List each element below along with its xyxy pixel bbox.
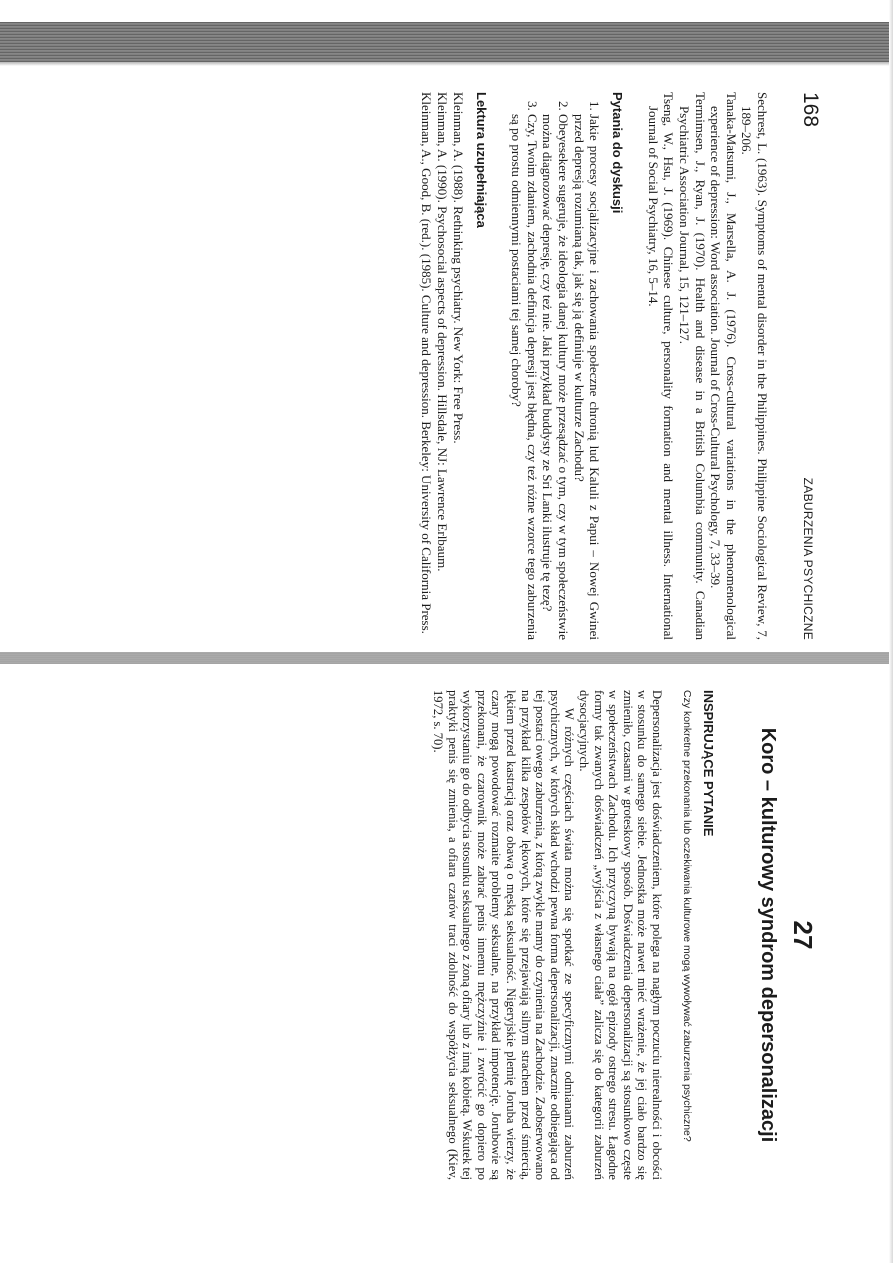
further-reading-heading: Lektura uzupełniająca: [473, 92, 489, 228]
page-header: [798, 92, 822, 640]
question-item: 1. Jakie procesy socjalizacyjne i zachowania społeczne chronią lud Kaluli z Papui – Nowej Gwinei przed depresją rozumianą tak, jak się ją definiuje w kulturze Zachodu?: [571, 114, 602, 640]
reading-item: Kleinman, A. (1988). Rethinking psychiatry. New York: Free Press.: [450, 92, 466, 444]
chapter-number: 27: [788, 920, 818, 950]
inspiring-question-text: Czy konkretne przekonania lub oczekiwania kulturowe mogą wywoływać zaburzenia psychiczne?: [681, 690, 693, 1142]
scanner-shadow-middle: [0, 652, 893, 664]
question-item: 2. Obeyesekere sugeruje, że ideologia danej kultury może przesądzać o tym, czy w tym społeczeństwie można diagnozować depresję, czy też nie. Jaki przykład buddysty ze Sri Lanki ilustruje tę tezę?: [540, 114, 571, 640]
reference-item: Tanaka-Matsumi, J., Marsella, A. J. (1976). Cross-cultural variations in the phenomenological experience of depression: Word association. Journal of Cross-Cultural Psychology, 7, 33–39.: [708, 92, 739, 640]
inspiring-question-heading: INSPIRUJĄCE PYTANIE: [701, 690, 716, 837]
chapter-title: Koro – kulturowy syndrom depersonalizacji: [757, 727, 779, 1143]
scanner-shadow-top: [0, 22, 893, 62]
body-paragraph: Depersonalizacja jest doświadczeniem, które polega na nagłym poczuciu nierealności i obcości w stosunku do samego siebie. Jednostka może nawet mieć wrażenie, że jej ciało bardzo się zmieniło, czasami w groteskowy sposób. Doświadczenia depersonalizacji są stosunkowo częste w społeczeństwach Zachodu. Ich przyczyną bywają na ogół epizody ostrego stresu. Łagodne formy tak zwanych doświadczeń „wyjścia z własnego ciała” zalicza się do kategorii zaburzeń dysocjacyjnych.: [577, 690, 664, 1180]
reference-item: Sechrest, L. (1963). Symptoms of mental disorder in the Philippines. Philippine Sociological Review, 7, 189–206.: [739, 92, 770, 640]
page-number: 168: [799, 92, 822, 128]
chapter-27-page: [42, 690, 822, 1180]
reference-item: Tseng, W., Hsu, J. (1969). Chinese culture, personality formation and mental illness. International Journal of Social Psychiatry, 16, 5–14.: [645, 92, 677, 640]
reference-item: Termimsen, J., Ryan, J. (1970). Health and disease in a British Columbia community. Canadian Psychiatric Association Journal, 15, 121–127.: [677, 92, 708, 640]
page-168: [222, 92, 822, 640]
running-head: ZABURZENIA PSYCHICZNE: [801, 477, 815, 640]
question-item: 3. Czy, Twoim zdaniem, zachodnia definicja depresji jest błędna, czy też różne wzorce tego zaburzenia są po prostu odmiennymi postaciami tej samej choroby?: [509, 114, 540, 640]
reading-item: Kleinman, A. (1990). Psychosocial aspects of depression. Hillsdale, NJ: Lawrence Erlbaum.: [435, 92, 451, 572]
further-reading-list: [419, 92, 466, 640]
page-edge: [889, 0, 893, 1263]
body-paragraph: W różnych częściach świata można się spotkać ze specyficznymi odmianami zaburzeń psychicznych, w których skład wchodzi pewna forma depersonalizacji, znacznie odbiegająca od tej postaci owego zaburzenia, z którą zwykle mamy do czynienia na Zachodzie. Zaobserwowano na przykład kilka zespołów lękowych, które się przejawiają silnym strachem przed śmiercią, lękiem przed kastracją oraz obawą o męską seksualność. Nigeryjskie plemię Joruba wierzy, że czary mogą powodować rozmaite problemy seksualne, na przykład impotencję. Jorubowie są przekonani, że czarownik może zabrać penis innemu mężczyźnie i zwrócić go dopiero po wykorzystaniu go do odbycia stosunku seksualnego z żoną ofiary lub z inną kobietą. Wskutek tej praktyki penis się zmienia, a ofiara czarów traci zdolność do współżycia seksualnego (Kiev, 1972, s. 70).: [431, 690, 577, 1180]
reading-item: Kleinman, A., Good, B. (red.). (1985). Culture and depression. Berkeley: University of California Press.: [419, 92, 435, 634]
reference-list: [645, 92, 770, 640]
discussion-heading: Pytania do dyskusji: [610, 92, 626, 214]
discussion-questions: [509, 92, 603, 640]
